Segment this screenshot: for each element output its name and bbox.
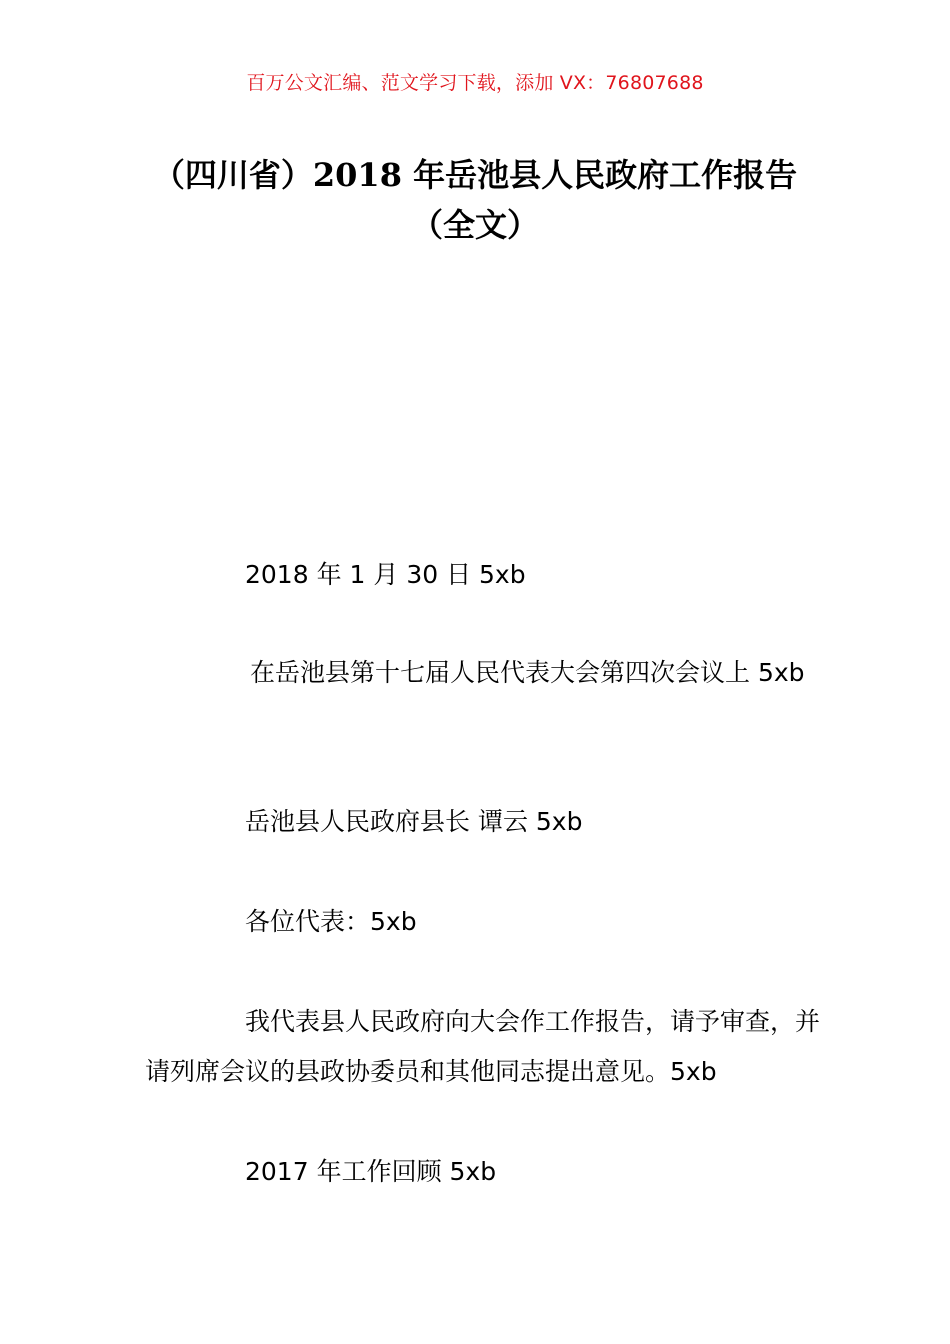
- document-title: （四川省）2018 年岳池县人民政府工作报告（全文）: [152, 156, 798, 244]
- meeting-line: 在岳池县第十七届人民代表大会第四次会议上 5xb: [250, 658, 805, 687]
- intro-paragraph: 我代表县人民政府向大会作工作报告，请予审查，并请列席会议的县政协委员和其他同志提出意见。5xb: [145, 1007, 821, 1086]
- greeting-line: 各位代表：5xb: [245, 907, 417, 936]
- header-watermark-note: 百万公文汇编、范文学习下载，添加 VX：76807688: [246, 72, 704, 94]
- section-heading-review: 2017 年工作回顾 5xb: [245, 1157, 497, 1186]
- report-date: 2018 年 1 月 30 日 5xb: [245, 560, 526, 589]
- speaker-line: 岳池县人民政府县长 谭云 5xb: [245, 807, 583, 836]
